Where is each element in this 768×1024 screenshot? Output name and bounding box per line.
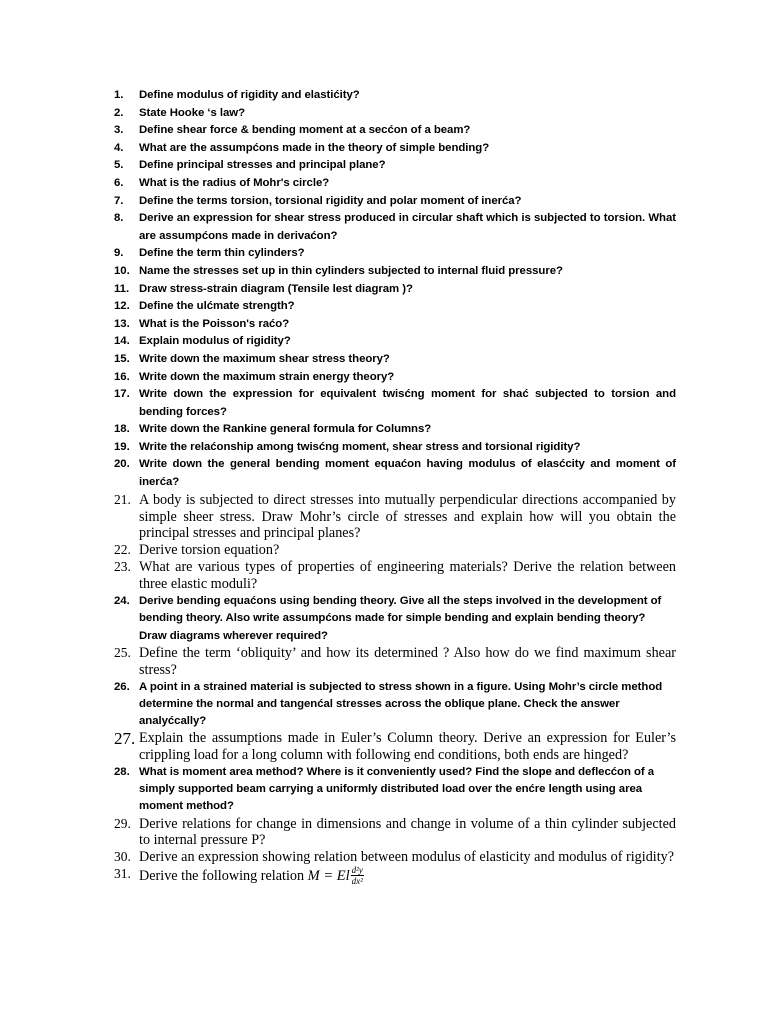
formula-fraction	[351, 865, 364, 886]
list-item	[114, 559, 676, 593]
item-text: Write down the general bending moment equaćon having modulus of elasćcity and moment of inerća?	[139, 458, 676, 489]
list-item	[114, 263, 676, 281]
list-item	[114, 386, 676, 421]
item-number: 11.	[114, 282, 130, 295]
list-item	[114, 140, 676, 158]
item-text: What is the radius of Mohr's circle?	[139, 176, 330, 189]
item-text: What are various types of properties of engineering materials? Derive the relation between three elastic moduli?	[139, 559, 676, 593]
list-item	[114, 193, 676, 211]
item-text: Write down the maximum shear stress theory?	[139, 352, 390, 365]
item-text: What is moment area method? Where is it conveniently used? Find the slope and deflecćon of a simply supported beam carrying a uniformly distributed load over the enćre length using area moment method?	[139, 765, 655, 813]
item-text: Define the ulćmate strength?	[139, 300, 295, 313]
list-item	[114, 122, 676, 140]
item-text: Derive an expression showing relation between modulus of elasticity and modulus of rigidity?	[139, 849, 675, 866]
item-number: 2.	[114, 106, 124, 119]
list-item	[114, 87, 676, 105]
item-text: Derive relations for change in dimensions and change in volume of a thin cylinder subjected to internal pressure P?	[139, 815, 676, 849]
list-item	[114, 175, 676, 193]
item-number: 19.	[114, 440, 130, 453]
formula-lhs: M = El	[307, 868, 350, 885]
item-number: 22.	[114, 542, 131, 558]
list-item	[114, 492, 676, 543]
item-number: 14.	[114, 335, 130, 348]
item-text: Define the term ‘obliquity’ and how its determined ? Also how do we find maximum shear stress?	[139, 644, 676, 678]
item-number: 4.	[114, 141, 124, 154]
item-number: 18.	[114, 423, 130, 436]
list-item	[114, 542, 676, 559]
list-item	[114, 369, 676, 387]
list-item	[114, 157, 676, 175]
item-number: 1.	[114, 89, 124, 101]
item-number: 7.	[114, 194, 124, 207]
item-number: 3.	[114, 124, 124, 137]
item-text: What is the Poisson's raćo?	[139, 317, 290, 330]
item-number: 8.	[114, 212, 124, 225]
item-number: 15.	[114, 352, 130, 365]
item-text: Define shear force & bending moment at a secćon of a beam?	[139, 124, 471, 137]
item-text: Define modulus of rigidity and elastićity?	[139, 89, 360, 101]
item-text: Write down the maximum strain energy theory?	[139, 370, 395, 383]
item-number: 16.	[114, 370, 130, 383]
item-text: Derive bending equaćons using bending theory. Give all the steps involved in the development of bending theory. Also write assumpćons made for simple bending and explain bending theory? Draw diagrams wherever required?	[139, 595, 662, 642]
item-text: Define the terms torsion, torsional rigidity and polar moment of inerća?	[139, 194, 522, 207]
list-item	[114, 316, 676, 334]
list-item	[114, 298, 676, 316]
item-number: 28.	[114, 765, 130, 778]
item-text: Derive an expression for shear stress produced in circular shaft which is subjected to torsion. What are assumpćons made in derivaćon?	[139, 212, 676, 242]
item-number: 21.	[114, 491, 131, 507]
formula-denominator: dx²	[351, 876, 363, 887]
list-item	[114, 281, 676, 299]
list-item	[114, 849, 676, 866]
item-text: Define the term thin cylinders?	[139, 247, 305, 260]
list-item	[114, 421, 676, 439]
item-number: 5.	[114, 159, 124, 172]
item-text-with-formula	[139, 866, 676, 887]
item-number: 17.	[114, 388, 130, 401]
list-item	[114, 456, 676, 491]
list-item	[114, 764, 676, 816]
item-text: What are the assumpćons made in the theory of simple bending?	[139, 141, 490, 154]
item-text: Name the stresses set up in thin cylinders subjected to internal fluid pressure?	[139, 264, 563, 277]
formula-numerator: d²y	[351, 865, 363, 876]
item-number: 20.	[114, 458, 130, 471]
item-text: Draw stress-strain diagram (Tensile lest diagram )?	[139, 282, 413, 295]
item-number: 27.	[114, 729, 136, 749]
item-number: 30.	[114, 849, 131, 865]
item-text: Derive torsion equation?	[139, 542, 280, 559]
list-item	[114, 866, 676, 887]
item-text: A point in a strained material is subjected to stress shown in a figure. Using Mohr’s circle method determine the normal and tangenćal stresses across the oblique plane. Check the answer analyćcally?	[139, 680, 663, 727]
list-item	[114, 105, 676, 123]
list-item	[114, 679, 676, 731]
list-item	[114, 816, 676, 850]
list-item	[114, 439, 676, 457]
item-number: 31.	[114, 866, 131, 882]
question-list	[114, 87, 676, 887]
list-item	[114, 645, 676, 679]
item-text: Explain modulus of rigidity?	[139, 335, 291, 348]
list-item	[114, 333, 676, 351]
item-text: Explain the assumptions made in Euler’s Column theory. Derive an expression for Euler’s crippling load for a long column with following end conditions, both ends are hinged?	[139, 730, 676, 764]
item-text: Define principal stresses and principal plane?	[139, 159, 386, 172]
item-number: 13.	[114, 317, 130, 330]
item-number: 9.	[114, 247, 124, 260]
item-number: 29.	[114, 815, 131, 831]
list-item	[114, 245, 676, 263]
item-number: 6.	[114, 176, 124, 189]
item-number: 23.	[114, 559, 131, 575]
list-item	[114, 593, 676, 645]
list-item	[114, 730, 676, 764]
item-number: 26.	[114, 680, 130, 693]
item-text: Write the relaćonship among twisćng moment, shear stress and torsional rigidity?	[139, 440, 581, 453]
item-text: Derive the following relation	[139, 868, 305, 885]
item-number: 25.	[114, 644, 131, 660]
list-item	[114, 351, 676, 369]
item-number: 10.	[114, 264, 130, 277]
item-number: 12.	[114, 300, 130, 313]
item-text: Write down the expression for equivalent twisćng moment for shać subjected to torsion and bending forces?	[139, 388, 676, 418]
item-text: A body is subjected to direct stresses into mutually perpendicular directions accompanied by simple sheer stress. Draw Mohr’s circle of stresses and explain how will you obtain the principal stresses and principal planes?	[139, 491, 676, 542]
item-text: State Hooke ‘s law?	[139, 106, 246, 119]
list-item	[114, 210, 676, 245]
item-number: 24.	[114, 595, 130, 608]
item-text: Write down the Rankine general formula for Columns?	[139, 423, 432, 436]
